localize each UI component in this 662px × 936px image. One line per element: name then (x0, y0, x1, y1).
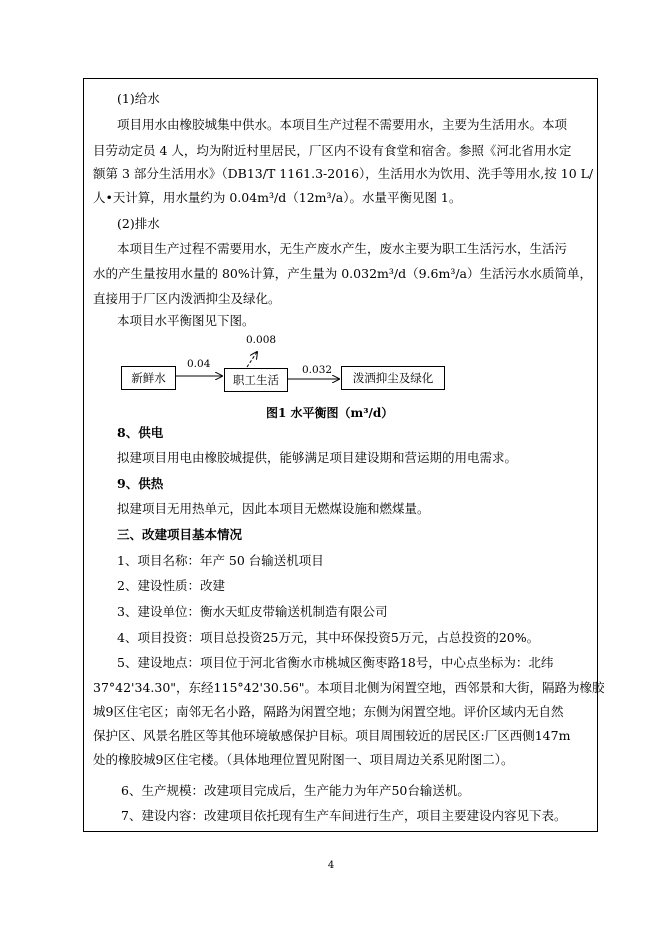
drainage-heading: (2)排水 (117, 216, 160, 231)
section3-item: 3、建设单位：衡水天虹皮带输送机制造有限公司 (117, 604, 388, 619)
section3-item: 1、项目名称：年产 50 台输送机项目 (117, 553, 324, 568)
water-supply-line: 目劳动定员 4 人，均为附近村里居民，厂区内不设有食堂和宿舍。参照《河北省用水定 (93, 143, 572, 158)
drainage-line: 本项目生产过程不需要用水，无生产废水产生，废水主要为职工生活污水，生活污 (117, 241, 568, 256)
power-text: 拟建项目用电由橡胶城提供，能够满足项目建设期和营运期的用电需求。 (117, 450, 518, 465)
arrow-loss (247, 352, 257, 367)
power-heading: 8、供电 (117, 425, 164, 440)
label-loss: 0.008 (246, 334, 277, 346)
label-inflow: 0.04 (187, 358, 211, 370)
box-fresh-water: 新鲜水 (121, 366, 176, 390)
drainage-line: 水的产生量按用水量的 80%计算，产生量为 0.032m³/d（9.6m³/a）生活污水水质简单， (93, 266, 593, 281)
box-dust-greening: 泼洒抑尘及绿化 (341, 366, 445, 390)
section3-item: 6、生产规模：改建项目完成后，生产能力为年产50台输送机。 (121, 783, 470, 798)
page-number: 4 (327, 860, 335, 871)
water-supply-line: 项目用水由橡胶城集中供水。本项目生产过程不需要用水，主要为生活用水。本项 (117, 117, 568, 132)
section3-item5-line: 37°42'34.30"，东经115°42'30.56"。本项目北侧为闲置空地，西邻景和大街，隔路为橡胶 (93, 680, 605, 695)
figure-caption: 图1 水平衡图（m³/d） (266, 406, 394, 420)
section3-item5-line: 保护区、风景名胜区等其他环境敏感保护目标。项目周围较近的居民区:厂区西侧147m (93, 728, 571, 743)
section3-item: 2、建设性质：改建 (117, 578, 225, 593)
section3-item5-line: 城9区住宅区；南邻无名小路，隔路为闲置空地；东侧为闲置空地。评价区域内无自然 (93, 704, 564, 719)
water-supply-line: 额第 3 部分生活用水》（DB13/T 1161.3-2016），生活用水为饮用、洗手等用水,按 10 L/ (93, 166, 594, 181)
drainage-line: 直接用于厂区内泼洒抑尘及绿化。 (93, 291, 281, 306)
section3-item5-line: 5、建设地点：项目位于河北省衡水市桃城区衡枣路18号，中心点坐标为：北纬 (117, 655, 554, 670)
section3-heading: 三、改建项目基本情况 (117, 527, 243, 542)
heating-heading: 9、供热 (117, 476, 164, 491)
section3-item5-line: 处的橡胶城9区住宅楼。（具体地理位置见附图一、项目周边关系见附图二）。 (93, 752, 514, 767)
label-outflow: 0.032 (302, 364, 333, 376)
heating-text: 拟建项目无用热单元，因此本项目无燃煤设施和燃煤量。 (117, 501, 430, 516)
drainage-line: 本项目水平衡图见下图。 (117, 313, 255, 328)
section3-item: 4、项目投资：项目总投资25万元，其中环保投资5万元，占总投资的20%。 (117, 630, 540, 645)
box-staff-living: 职工生活 (224, 368, 288, 392)
water-supply-line: 人•天计算，用水量约为 0.04m³/d（12m³/a）。水量平衡见图 1。 (93, 190, 462, 205)
section3-item: 7、建设内容：改建项目依托现有生产车间进行生产，项目主要建设内容见下表。 (121, 808, 567, 823)
water-supply-heading: (1)给水 (117, 91, 160, 106)
